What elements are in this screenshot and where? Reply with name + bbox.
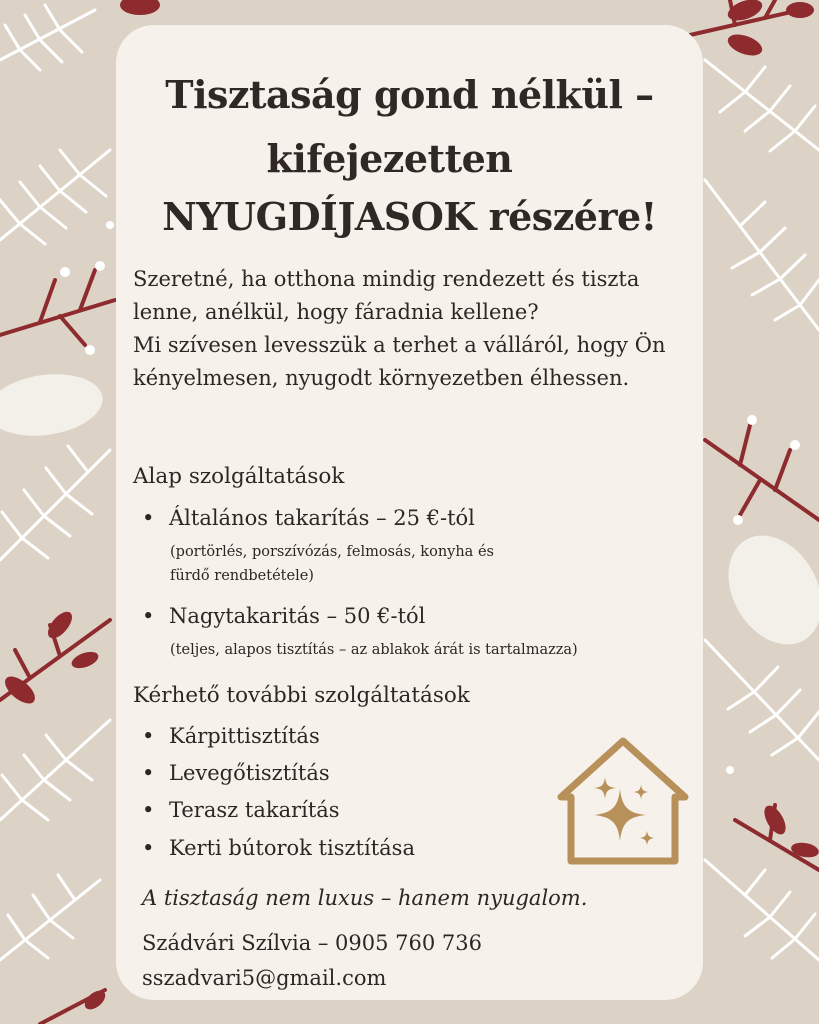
intro-paragraph-2: Mi szívesen levesszük a terhet a válláról, hogy Ön kényelmesen, nyugodt környezetben élhessen. xyxy=(133,333,666,390)
list-item xyxy=(142,798,340,822)
service-note: fürdő rendbetétele) xyxy=(170,568,314,584)
list-item xyxy=(142,724,320,748)
list-item-label: Nagytakaritás – 50 €-tól xyxy=(169,604,426,628)
intro-text xyxy=(133,263,698,395)
list-item-label: Kárpittisztítás xyxy=(169,724,320,748)
contact-email: sszadvari5@gmail.com xyxy=(142,966,387,990)
intro-paragraph-1: Szeretné, ha otthona mindig rendezett és tiszta lenne, anélkül, hogy fáradnia kellene? xyxy=(133,267,640,324)
house-sparkle-icon xyxy=(555,735,691,867)
list-item xyxy=(142,506,475,530)
title-line-1: Tisztaság gond nélkül – xyxy=(165,72,654,117)
list-item-label: Általános takarítás – 25 €-tól xyxy=(169,506,475,530)
title-line-3: NYUGDÍJASOK részére! xyxy=(162,194,657,239)
list-item-label: Kerti bútorok tisztítása xyxy=(169,836,415,860)
slogan: A tisztaság nem luxus – hanem nyugalom. xyxy=(142,886,588,910)
list-item-label: Terasz takarítás xyxy=(169,798,340,822)
basic-services-heading: Alap szolgáltatások xyxy=(133,464,345,489)
list-item xyxy=(142,604,425,628)
list-item-label: Levegőtisztítás xyxy=(169,761,330,785)
service-note: (teljes, alapos tisztítás – az ablakok árát is tartalmazza) xyxy=(170,642,578,658)
list-item xyxy=(142,836,415,860)
contact-name-phone: Szádvári Szílvia – 0905 760 736 xyxy=(142,931,483,955)
extra-services-heading: Kérhető további szolgáltatások xyxy=(133,683,470,708)
pine-branch-left xyxy=(0,5,110,960)
service-note: (portörlés, porszívózás, felmosás, konyha és xyxy=(170,544,494,560)
title-line-2: kifejezetten xyxy=(266,136,513,181)
list-item xyxy=(142,761,330,785)
